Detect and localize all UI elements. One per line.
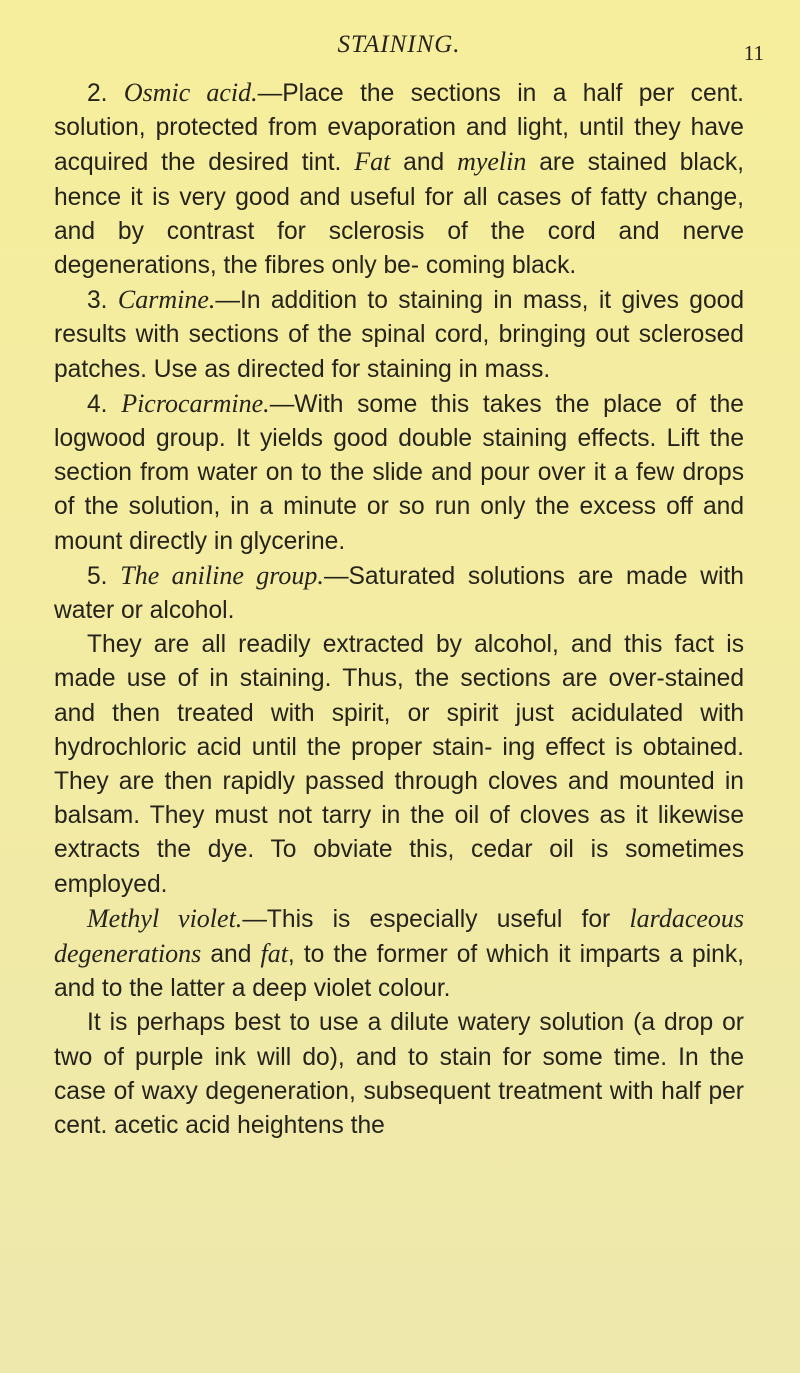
italic-term: lardaceous degenerations xyxy=(54,903,745,969)
paragraph-aniline-group xyxy=(54,559,744,628)
paragraph-carmine xyxy=(54,283,744,387)
paragraph-picrocarmine xyxy=(54,387,744,559)
item-number: 4. xyxy=(87,390,108,418)
item-term: Picrocarmine. xyxy=(121,388,270,418)
item-term: Osmic acid. xyxy=(123,78,258,107)
paragraph-text: They are all readily extracted by alcohol, and this fact is made use of in staining. Thus, the sections are over-stained and then treated with spirit, or spirit just acidulated with hydrochloric acid until the proper stain- ing effect is obtained. They are then rapidly passed through cloves and mounted in balsam. They must not tarry in the oil of cloves as it likewise extracts the dye. To obviate this, cedar oil is sometimes employed. xyxy=(54,631,744,898)
italic-term: Fat xyxy=(354,147,391,177)
paragraph-text: —Place the sections in a half per cent. solution, protected from evaporation and light, until they have acquired the desired tint. xyxy=(54,80,744,177)
page-number: 11 xyxy=(743,41,764,65)
italic-term: fat xyxy=(260,939,288,969)
item-number: 2. xyxy=(87,80,108,107)
running-title: STAINING. xyxy=(337,31,461,58)
body-text xyxy=(54,76,744,1143)
paragraph-text: , to the former of which it imparts a pink, and to the latter a deep violet colour. xyxy=(54,941,744,1003)
running-head xyxy=(54,24,764,65)
paragraph-text: —Saturated solutions are made with water or alcohol. xyxy=(54,562,744,625)
item-number: 5. xyxy=(87,562,108,590)
paragraph-text: It is perhaps best to use a dilute watery solution (a drop or two of purple ink will do), and to stain for some time. In the case of waxy degeneration, subsequent treatment with half per cent. acetic acid heightens the xyxy=(54,1009,744,1140)
italic-term: myelin xyxy=(457,147,527,177)
paragraph-methyl-violet xyxy=(54,902,744,1007)
item-term: Carmine. xyxy=(117,285,216,315)
paragraph-text: —In addition to staining in mass, it gives good results with sections of the spinal cord, bringing out sclerosed patches. Use as directed for staining in mass. xyxy=(54,287,744,383)
item-number: 3. xyxy=(87,287,108,315)
item-term: Methyl violet. xyxy=(87,903,243,933)
paragraph-dilute-solution xyxy=(54,1006,744,1143)
paragraph-text: —With some this takes the place of the logwood group. It yields good double staining effects. Lift the section from water on to the slide and pour over it a few drops of the solution, in a minute or so run only the excess off and mount directly in glycerine. xyxy=(54,390,744,555)
paragraph-text: and xyxy=(201,941,261,969)
book-page xyxy=(54,0,784,1373)
paragraph-text: are stained black, hence it is very good and useful for all cases of fatty change, and by contrast for sclerosis of the cord and nerve degenerations, the fibres only be- coming black. xyxy=(54,149,745,280)
paragraph-extraction xyxy=(54,628,744,902)
paragraph-osmic-acid xyxy=(54,76,744,283)
paragraph-text: and xyxy=(390,149,458,177)
paragraph-text: —This is especially useful for xyxy=(242,905,630,933)
item-term: The aniline group. xyxy=(120,560,324,590)
